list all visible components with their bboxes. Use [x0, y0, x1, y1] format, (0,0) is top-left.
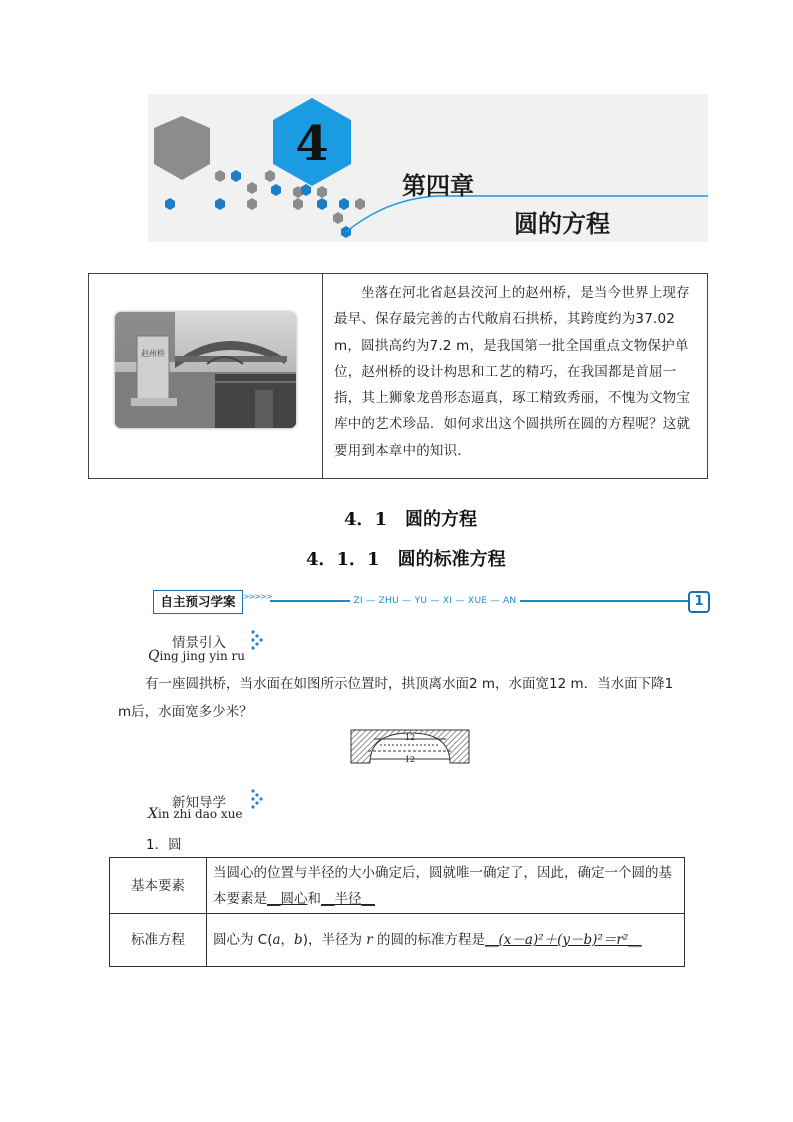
svg-text:赵州桥: 赵州桥 — [141, 349, 165, 358]
figure-bottom-label: 12 — [404, 755, 416, 764]
bridge-figure — [350, 729, 470, 765]
table-content-cell: 当圆心的位置与半径的大小确定后，圆就唯一确定了，因此，确定一个圆的基本要素是__圆心和__半径__ — [207, 858, 685, 914]
item-heading: 1．圆 — [146, 837, 182, 853]
table-row — [110, 858, 685, 914]
chapter-number: 4 — [295, 116, 329, 172]
table-head-cell: 基本要素 — [110, 858, 207, 914]
section-bar-label: 自主预习学案 — [153, 590, 243, 614]
chevron-right-icon — [250, 788, 266, 814]
chapter-label: 第四章 — [402, 171, 474, 200]
section-bar-number: 1 — [688, 591, 710, 613]
sub-heading-title: 情景引入 — [172, 635, 226, 651]
problem-text: 有一座圆拱桥，当水面在如图所示位置时，拱顶离水面2 m，水面宽12 m．当水面下降1 m后，水面宽多少米？ — [118, 676, 674, 720]
gray-hexagon-icon — [154, 116, 210, 180]
circle-table — [109, 857, 685, 967]
sub-heading-pinyin: Qing jing yin ru — [148, 648, 245, 664]
intro-text: 坐落在河北省赵县洨河上的赵州桥，是当今世界上现存最早、保存最完善的古代敞肩石拱桥，其跨度约为37.02 m，圆拱高约为7.2 m，是我国第一批全国重点文物保护单位，赵州桥的设计构思和工艺的精巧，在我国都是首屈一指，其上狮象龙兽形态逼真，琢工精致秀丽，不愧为文物宝库中的艺术珍品．如何求出这个圆拱所在圆的方程呢？这就要用到本章中的知识． — [334, 285, 691, 459]
table-content-cell: 圆心为 C(a，b)，半径为 r 的圆的标准方程是__(x－a)²＋(y－b)²＝r²__ — [207, 914, 685, 967]
figure-top-label: 12 — [404, 733, 416, 742]
dots-decoration — [165, 170, 365, 238]
section-bar-pinyin: ZI — ZHU — YU — XI — XUE — AN — [350, 594, 520, 608]
section-heading: 4．1 圆的方程 — [344, 509, 478, 530]
subsection-heading: 4．1．1 圆的标准方程 — [306, 549, 506, 570]
chapter-title: 圆的方程 — [514, 209, 610, 238]
sub-heading-pinyin: Xin zhi dao xue — [148, 806, 243, 822]
intro-divider — [322, 273, 323, 479]
table-row — [110, 914, 685, 967]
chevron-right-icon — [250, 629, 266, 655]
table-head-cell: 标准方程 — [110, 914, 207, 967]
arrows-icon: >>>>> — [243, 592, 272, 601]
bridge-photo — [115, 312, 296, 428]
sub-heading-title: 新知导学 — [172, 795, 226, 811]
